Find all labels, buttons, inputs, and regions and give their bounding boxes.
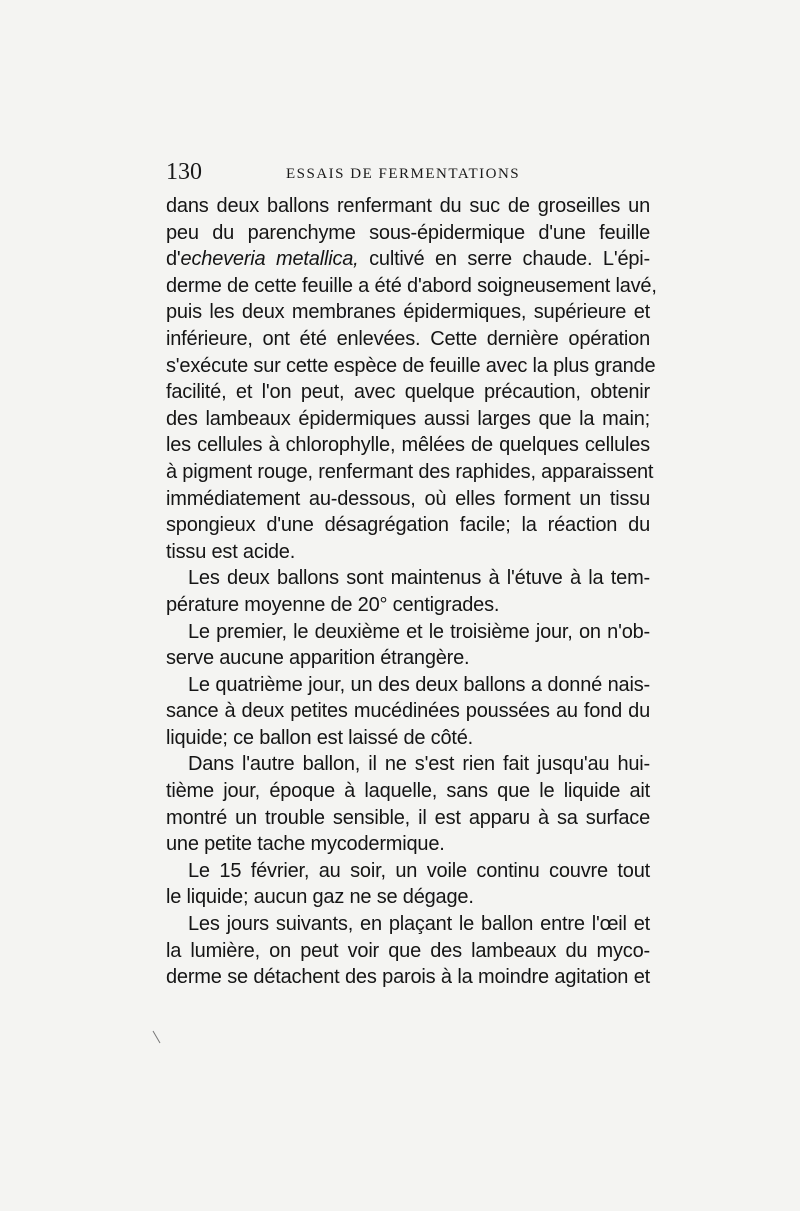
text-run: Le premier, le deuxième et le troisième jour, on n'ob- <box>188 620 650 643</box>
text-run: à pigment rouge, renfermant des raphides, apparaissent <box>166 460 654 483</box>
text-line <box>166 725 650 752</box>
text-run: immédiatement au-dessous, où elles forment un tissu <box>166 487 650 510</box>
text-run: tième jour, époque à laquelle, sans que le liquide ait <box>166 780 650 803</box>
body-text <box>166 193 657 991</box>
text-line <box>166 326 650 353</box>
text-line <box>166 858 650 885</box>
running-title: ESSAIS DE FERMENTATIONS <box>286 166 521 182</box>
text-line <box>166 273 657 300</box>
stray-ink-mark <box>153 1031 161 1044</box>
text-line <box>166 246 650 273</box>
text-run: Le quatrième jour, un des deux ballons a donné nais- <box>188 673 650 696</box>
text-line <box>166 884 650 911</box>
text-line <box>166 432 650 459</box>
text-run: une petite tache mycodermique. <box>166 833 445 856</box>
text-run: la lumière, on peut voir que des lambeaux du myco- <box>166 939 650 962</box>
text-run: sance à deux petites mucédinées poussées au fond du <box>166 700 650 723</box>
text-run: Les jours suivants, en plaçant le ballon entre l'œil et <box>188 913 650 936</box>
text-run: spongieux d'une désagrégation facile; la réaction du <box>166 514 650 537</box>
text-run: des lambeaux épidermiques aussi larges que la main; <box>166 407 650 430</box>
text-run: derme se détachent des parois à la moindre agitation et <box>166 966 650 989</box>
text-run: inférieure, ont été enlevées. Cette dernière opération <box>166 327 650 350</box>
text-line <box>166 486 650 513</box>
text-line <box>166 778 650 805</box>
text-line <box>166 539 650 566</box>
text-line <box>166 831 650 858</box>
text-line <box>166 619 650 646</box>
text-run: facilité, et l'on peut, avec quelque précaution, obtenir <box>166 381 650 404</box>
text-line <box>166 911 650 938</box>
text-run: Le 15 février, au soir, un voile continu couvre tout <box>188 859 650 882</box>
text-line <box>166 751 650 778</box>
text-run: dans deux ballons renfermant du suc de groseilles un <box>166 195 650 217</box>
text-run: les cellules à chlorophylle, mêlées de quelques cellules <box>166 434 650 457</box>
text-line <box>166 805 650 832</box>
text-line <box>166 299 650 326</box>
text-line <box>166 220 650 247</box>
text-run: cultivé en serre chaude. L'épi- <box>358 248 650 271</box>
text-run: derme de cette feuille a été d'abord soigneusement lavé, <box>166 274 657 297</box>
text-run: Les deux ballons sont maintenus à l'étuve à la tem- <box>188 567 650 590</box>
text-run: montré un trouble sensible, il est apparu à sa surface <box>166 806 650 829</box>
text-line <box>166 379 650 406</box>
text-run: s'exécute sur cette espèce de feuille avec la plus grande <box>166 354 656 377</box>
text-run: liquide; ce ballon est laissé de côté. <box>166 726 474 749</box>
text-run: Dans l'autre ballon, il ne s'est rien fait jusqu'au hui- <box>188 753 650 776</box>
text-run: d' <box>166 248 181 271</box>
text-line <box>166 512 650 539</box>
page-header <box>166 158 650 188</box>
text-line <box>166 353 656 380</box>
text-run: serve aucune apparition étrangère. <box>166 647 470 670</box>
text-line <box>166 964 650 991</box>
page-number: 130 <box>166 159 202 185</box>
text-run: pérature moyenne de 20° centigrades. <box>166 593 500 616</box>
text-line <box>166 938 650 965</box>
text-line <box>166 698 650 725</box>
text-run: peu du parenchyme sous-épidermique d'une feuille <box>166 221 650 244</box>
text-run: puis les deux membranes épidermiques, supérieure et <box>166 301 650 324</box>
text-run: tissu est acide. <box>166 540 296 563</box>
text-line <box>166 193 650 220</box>
text-line <box>166 645 650 672</box>
text-run: echeveria metallica, <box>180 248 359 271</box>
text-line <box>166 406 650 433</box>
text-line <box>166 592 650 619</box>
text-line <box>166 459 654 486</box>
text-line <box>166 672 650 699</box>
text-line <box>166 565 650 592</box>
text-run: le liquide; aucun gaz ne se dégage. <box>166 886 474 909</box>
